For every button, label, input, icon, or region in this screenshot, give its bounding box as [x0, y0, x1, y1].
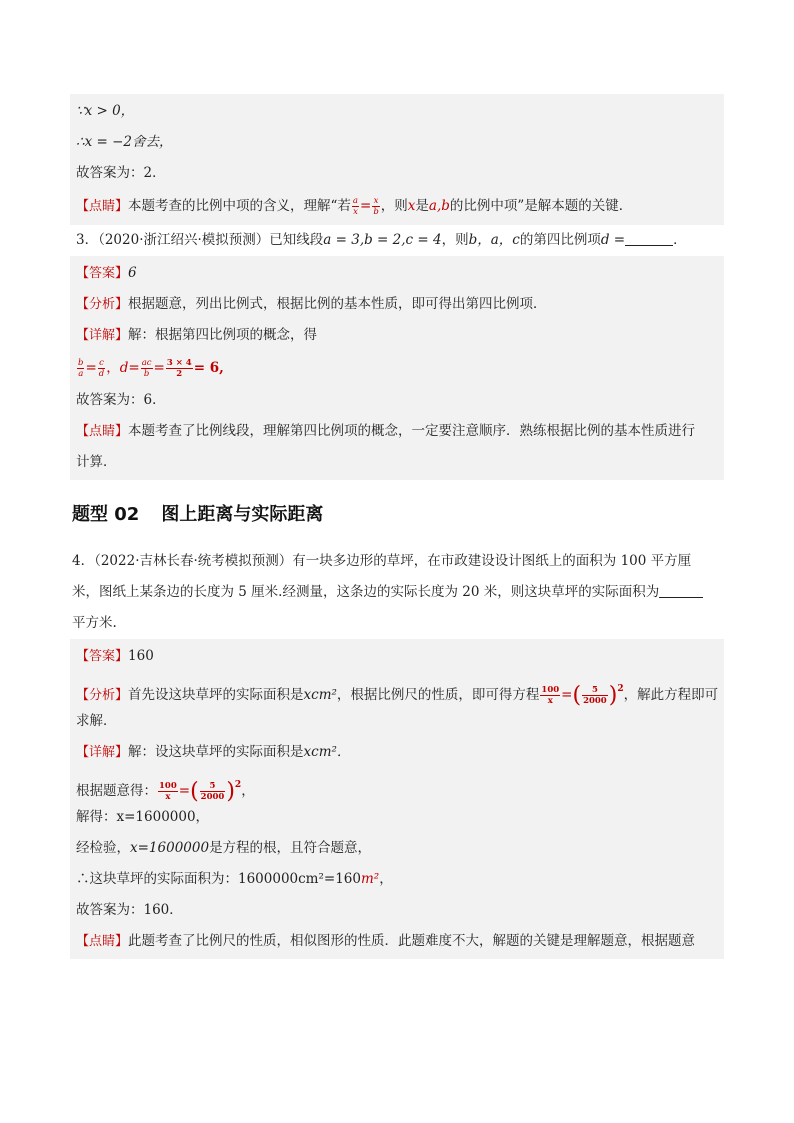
analysis-line: 【分析】根据题意，列出比例式，根据比例的基本性质，即可得出第四比例项．	[76, 296, 547, 312]
fraction: $\frac{5}{2000}$	[583, 685, 607, 706]
detail-tag: 【详解】	[76, 745, 129, 760]
dianjing-tag: 【点睛】	[76, 199, 129, 214]
question-4-stem: 米，图纸上某条边的长度为 5 厘米.经测量，这条边的实际长度为 20 米，则这块草坪的实际面积为	[70, 577, 724, 608]
answer-line: 【答案】6	[76, 265, 137, 281]
analysis-line: 求解．	[76, 713, 117, 729]
detail-tag: 【详解】	[76, 328, 129, 343]
fraction: $\frac{100}{x}$	[159, 781, 177, 802]
fraction: $\frac{100}{x}$	[541, 685, 560, 706]
section-title: 图上距离与实际距离	[161, 504, 324, 525]
conclusion-line: 故答案为：6．	[76, 392, 166, 408]
dianjing-tag: 【点睛】	[76, 934, 129, 949]
question-3-stem: 3．（2020·浙江绍兴·模拟预测）已知线段a = 3,b = 2,c = 4，则b，a，c的第四比例项d = ．	[76, 232, 687, 248]
detail-line: 【详解】解：设这块草坪的实际面积是xcm²．	[76, 744, 351, 760]
dianjing-line: 【点睛】本题考查了比例线段，理解第四比例项的概念，一定要注意顺序．熟练根据比例的基本性质进行	[76, 423, 696, 439]
analysis-tag: 【分析】	[76, 688, 129, 703]
dianjing-line: 【点睛】本题考查的比例中项的含义，理解“若 $\frac{a}{x}$ = $\frac{x}{b}$ ，则x是a,b的比例中项”是解本题的关键．	[76, 196, 633, 217]
dianjing-tag: 【点睛】	[76, 424, 129, 439]
solve-line: 解得：x=1600000，	[76, 809, 210, 825]
solution-block-q2	[70, 94, 724, 225]
question-4-stem: 4．（2022·吉林长春·统考模拟预测）有一块多边形的草坪，在市政建设设计图纸上的面积为 100 平方厘	[72, 553, 692, 569]
answer-tag: 【答案】	[76, 266, 129, 281]
analysis-tag: 【分析】	[76, 297, 129, 312]
answer-blank[interactable]	[659, 583, 703, 598]
page-content	[70, 94, 724, 959]
dianjing-line: 计算．	[76, 454, 117, 470]
section-heading	[72, 498, 724, 532]
dianjing-line: 【点睛】此题考查了比例尺的性质，相似图形的性质．此题难度不大，解题的关键是理解题意，根据题意	[76, 933, 696, 949]
fraction: $\frac{b}{a}$	[78, 358, 84, 379]
fraction: $\frac{a}{x}$	[352, 196, 358, 217]
solution-block-q4	[70, 639, 724, 959]
fraction: $\frac{x}{b}$	[373, 196, 379, 217]
check-line: 经检验，x=1600000是方程的根，且符合题意，	[76, 840, 372, 856]
solution-line: ∴x = −2舍去，	[76, 134, 173, 150]
area-line: ∴这块草坪的实际面积为：1600000cm²=160m²，	[76, 871, 393, 887]
analysis-line: 【分析】首先设这块草坪的实际面积是xcm²，根据比例尺的性质，即可得方程 $\frac{100}{x}$ =( $\frac{5}{2000}$ )$^2$，解此方程即可	[76, 682, 719, 708]
answer-line: 【答案】160	[76, 648, 154, 664]
fraction: $\frac{5}{2000}$	[200, 781, 225, 802]
fraction: $\frac{ac}{b}$	[141, 358, 152, 379]
fraction: $\frac{3 \times 4}{2}$	[166, 358, 192, 379]
detail-line: 【详解】解：根据第四比例项的概念，得	[76, 327, 318, 343]
solution-line: ∵x > 0，	[76, 103, 135, 119]
fraction: $\frac{c}{d}$	[98, 358, 105, 379]
answer-tag: 【答案】	[76, 649, 129, 664]
equation-line: 根据题意得： $\frac{100}{x}$ =( $\frac{5}{2000}$ )$^2$，	[76, 778, 255, 804]
section-label: 题型 02	[72, 504, 140, 525]
question-4-stem: 平方米.	[72, 615, 117, 631]
conclusion-line: 故答案为：2．	[76, 165, 166, 181]
answer-blank[interactable]	[625, 231, 673, 246]
equation-line: $\frac{b}{a}$ = $\frac{c}{d}$ ，d= $\frac{ac}{b}$ = $\frac{3 \times 4}{2}$ = 6,	[78, 358, 224, 379]
conclusion-line: 故答案为：160．	[76, 902, 183, 918]
solution-block-q3	[70, 256, 724, 480]
